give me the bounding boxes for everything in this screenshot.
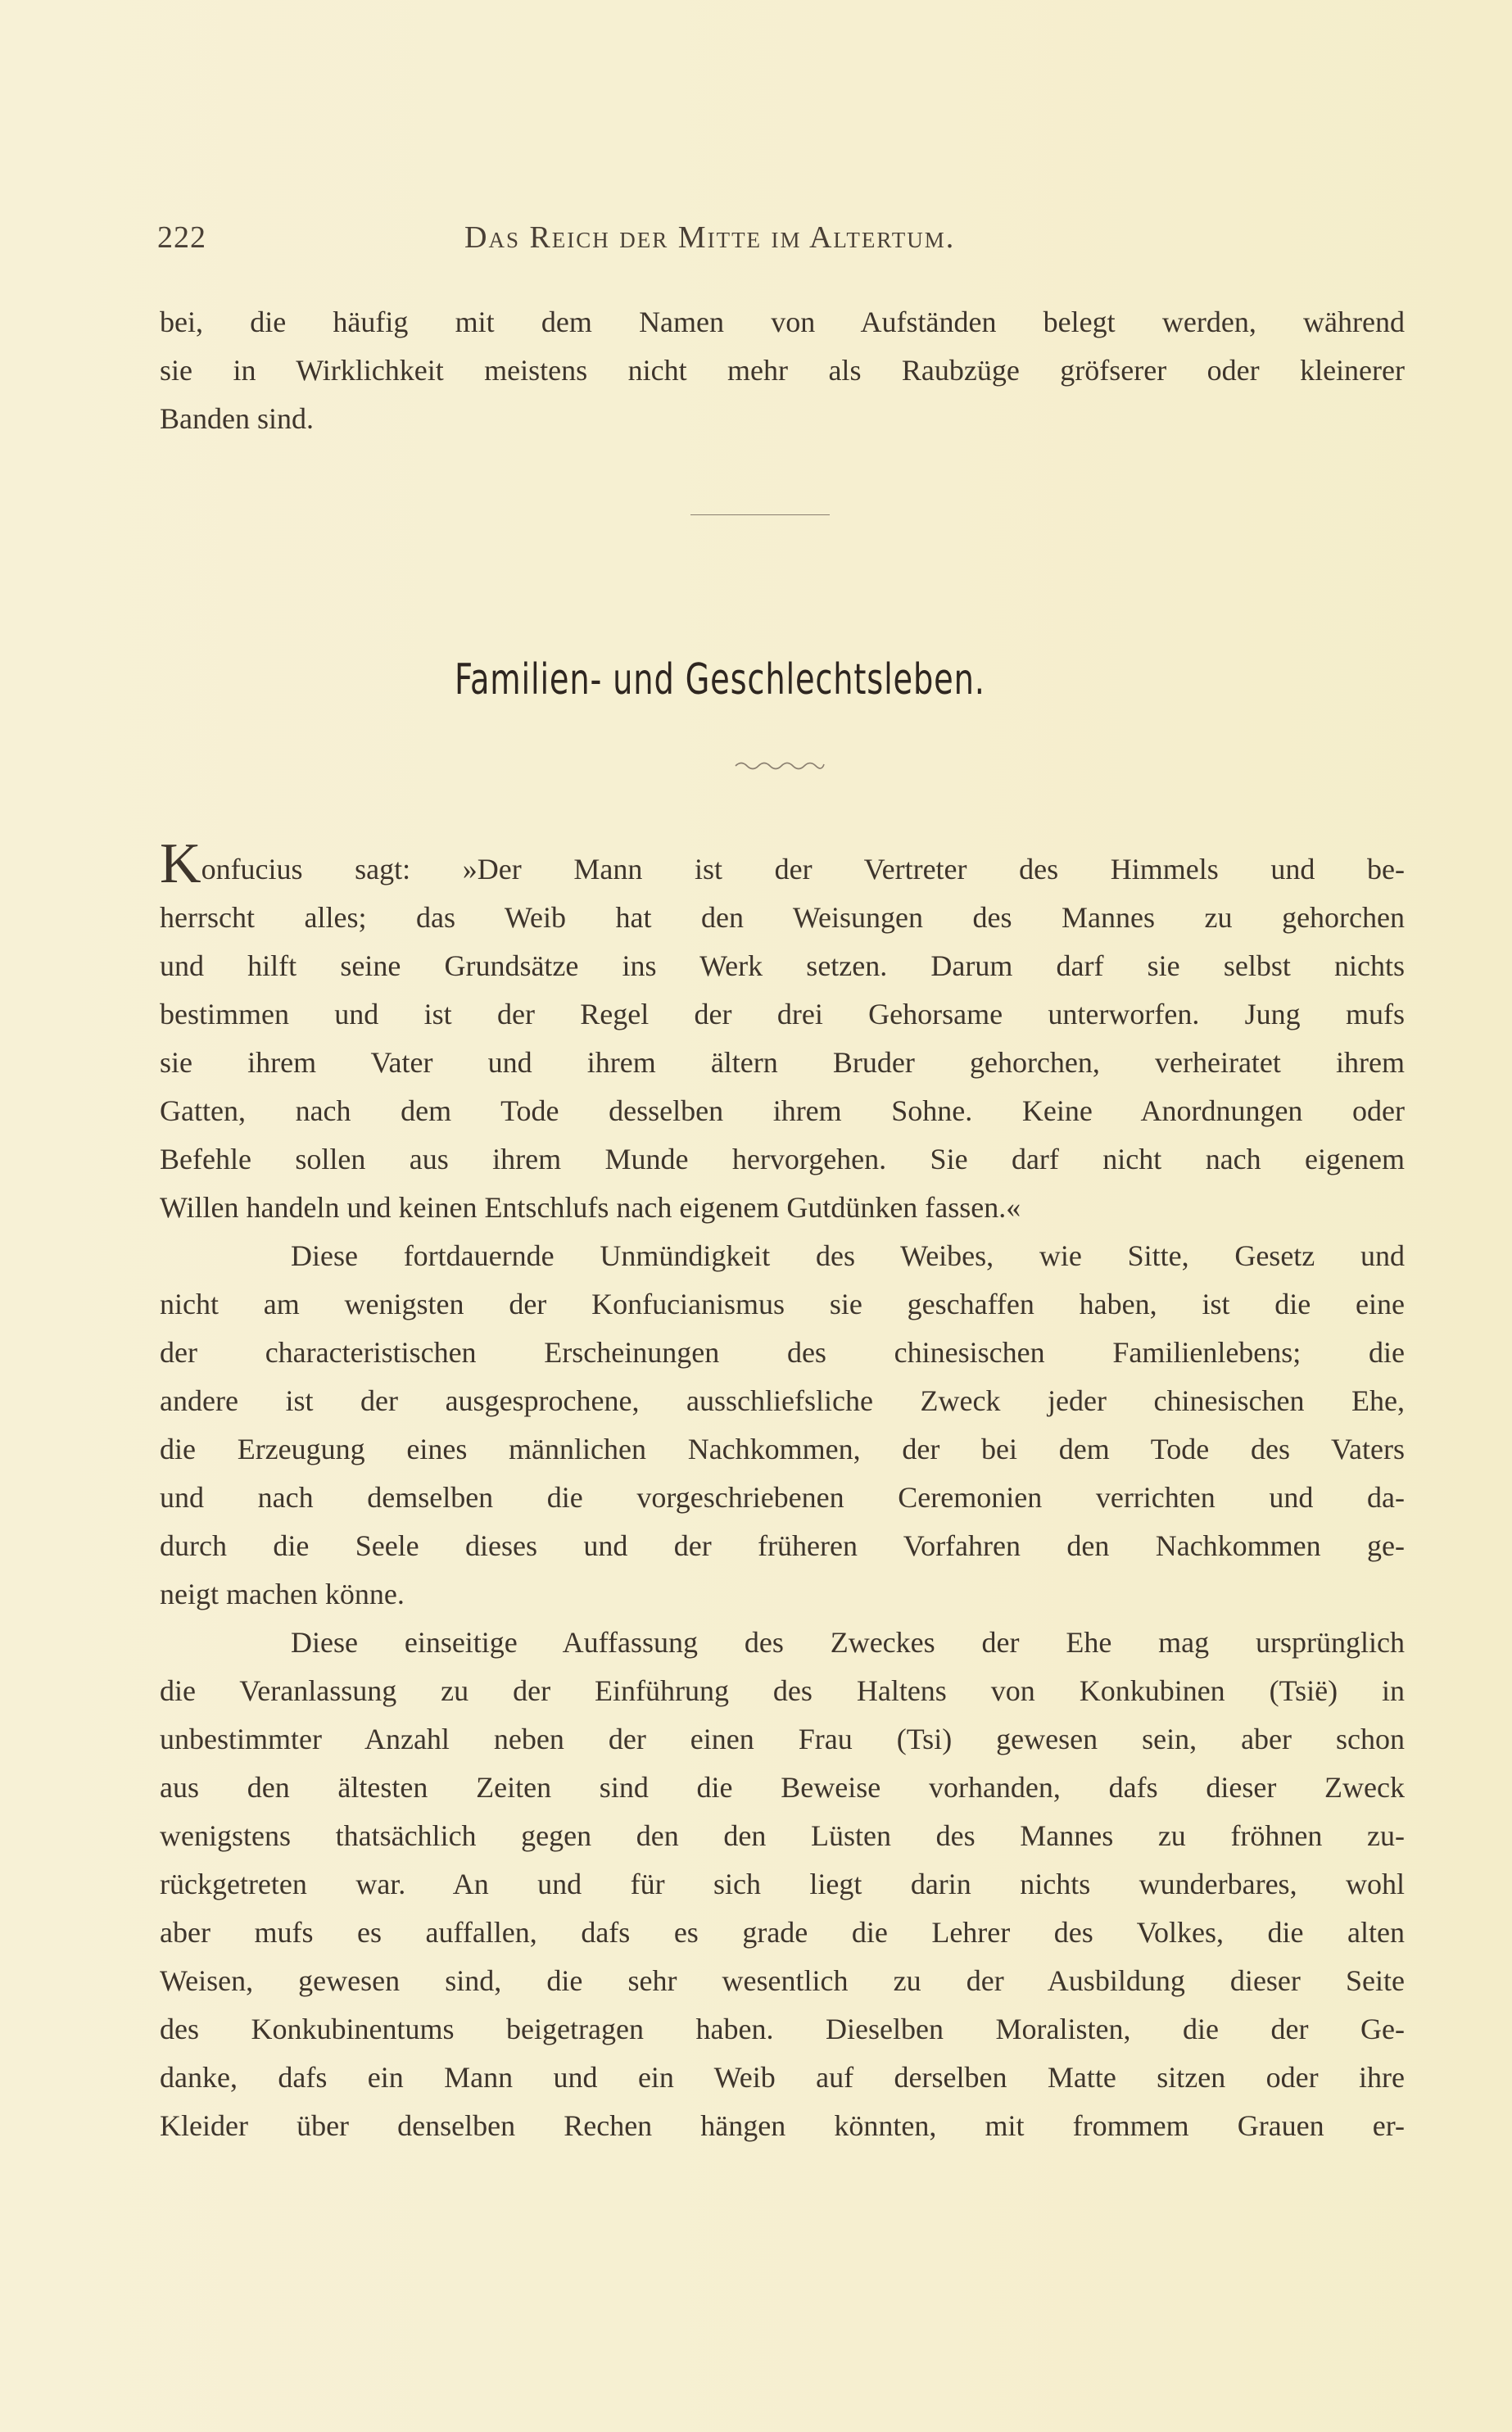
text-line: rückgetreten war. An und für sich liegt darin nichts wunderbares, wohl <box>160 1868 1405 1900</box>
text-line-rest: onfucius sagt: »Der Mann ist der Vertreter des Himmels und be- <box>201 853 1405 885</box>
text-line: Diese einseitige Auffassung des Zweckes der Ehe mag ursprünglich <box>291 1626 1405 1659</box>
text-line: die Erzeugung eines männlichen Nachkommen, der bei dem Tode des Vaters <box>160 1433 1405 1465</box>
body-text <box>160 832 1405 2150</box>
intro-paragraph <box>160 298 1405 443</box>
text-line: aber mufs es auffallen, dafs es grade die Lehrer des Volkes, die alten <box>160 1916 1405 1949</box>
text-line: Willen handeln und keinen Entschlufs nach eigenem Gutdünken fassen.« <box>160 1191 1021 1224</box>
text-line: bestimmen und ist der Regel der drei Gehorsame unterworfen. Jung mufs <box>160 998 1405 1030</box>
text-line: sie ihrem Vater und ihrem ältern Bruder gehorchen, verheiratet ihrem <box>160 1046 1405 1079</box>
text-line: bei, die häufig mit dem Namen von Aufständen belegt werden, während <box>160 306 1405 338</box>
text-line: sie in Wirklichkeit meistens nicht mehr als Raubzüge gröfserer oder kleinerer <box>160 354 1405 387</box>
ornament-squiggle-icon <box>734 759 826 770</box>
text-line: andere ist der ausgesprochene, ausschliefsliche Zweck jeder chinesischen Ehe, <box>160 1384 1405 1417</box>
text-line: die Veranlassung zu der Einführung des Haltens von Konkubinen (Tsië) in <box>160 1674 1405 1707</box>
text-line: Gatten, nach dem Tode desselben ihrem Sohne. Keine Anordnungen oder <box>160 1094 1405 1127</box>
text-line: danke, dafs ein Mann und ein Weib auf derselben Matte sitzen oder ihre <box>160 2061 1405 2094</box>
paragraph-unmuendigkeit <box>160 1232 1405 1619</box>
paragraph-confucius-quote <box>160 832 1405 1232</box>
text-line: herrscht alles; das Weib hat den Weisungen des Mannes zu gehorchen <box>160 901 1405 934</box>
text-line: Kleider über denselben Rechen hängen könnten, mit frommem Grauen er- <box>160 2109 1405 2142</box>
page-header <box>157 220 1402 260</box>
running-title: Das Reich der Mitte im Altertum. <box>464 220 956 255</box>
text-line: unbestimmter Anzahl neben der einen Frau (Tsi) gewesen sein, aber schon <box>160 1723 1405 1755</box>
page-number: 222 <box>157 220 206 255</box>
drop-cap: K <box>160 832 201 895</box>
text-line: durch die Seele dieses und der früheren Vorfahren den Nachkommen ge- <box>160 1529 1405 1562</box>
text-line: neigt machen könne. <box>160 1578 405 1610</box>
text-line: nicht am wenigsten der Konfucianismus sie geschaffen haben, ist die eine <box>160 1288 1405 1320</box>
text-line: wenigstens thatsächlich gegen den den Lüsten des Mannes zu fröhnen zu- <box>160 1819 1405 1852</box>
text-line: der characteristischen Erscheinungen des chinesischen Familienlebens; die <box>160 1336 1405 1369</box>
text-line-with-dropcap <box>160 832 1405 895</box>
text-line: Banden sind. <box>160 402 314 435</box>
paragraph-konkubinen <box>160 1619 1405 2150</box>
section-divider-rule <box>690 514 830 515</box>
text-line: und nach demselben die vorgeschriebenen Ceremonien verrichten und da- <box>160 1481 1405 1514</box>
text-line: Diese fortdauernde Unmündigkeit des Weibes, wie Sitte, Gesetz und <box>291 1239 1405 1272</box>
text-line: des Konkubinentums beigetragen haben. Dieselben Moralisten, die der Ge- <box>160 2013 1405 2045</box>
text-line: aus den ältesten Zeiten sind die Beweise vorhanden, dafs dieser Zweck <box>160 1771 1405 1804</box>
text-line: und hilft seine Grundsätze ins Werk setzen. Darum darf sie selbst nichts <box>160 949 1405 982</box>
section-heading: Familien- und Geschlechtsleben. <box>455 655 985 704</box>
text-line: Weisen, gewesen sind, die sehr wesentlich zu der Ausbildung dieser Seite <box>160 1964 1405 1997</box>
text-line: Befehle sollen aus ihrem Munde hervorgehen. Sie darf nicht nach eigenem <box>160 1143 1405 1175</box>
